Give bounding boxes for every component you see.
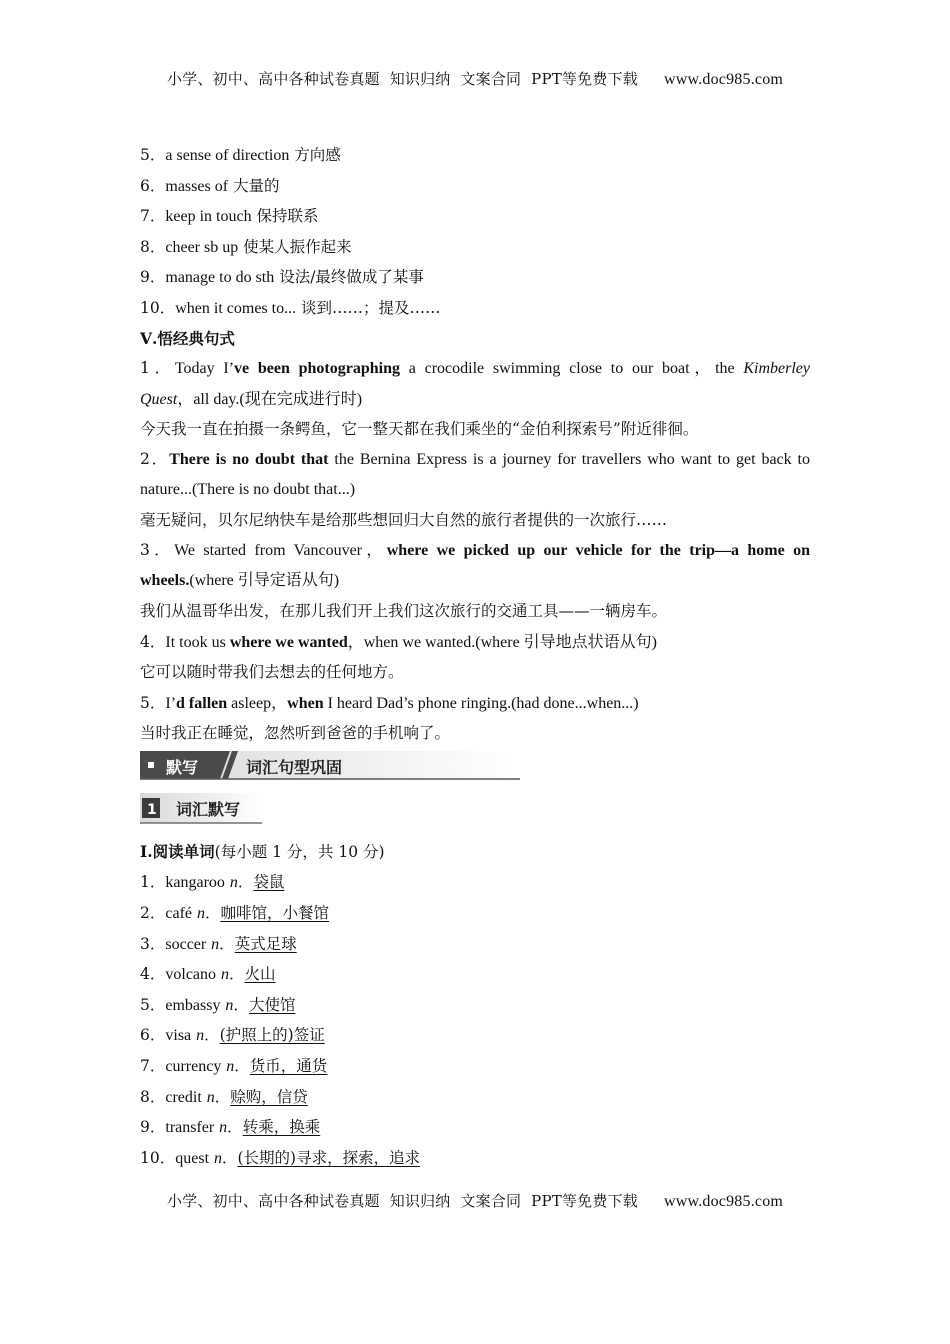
sentence-2-line-1: 2．There is no doubt that the Bernina Express is a journey for travellers who want to get back to (140, 449, 810, 468)
section-banner (140, 751, 810, 829)
vocab-answer: (护照上的)签证 (219, 1026, 325, 1045)
banner-sub-number: 1 (147, 801, 157, 818)
vocab-answer: 火山 (244, 965, 276, 984)
vocab-answer: 货币，通货 (249, 1057, 328, 1076)
header-url: www.doc985.com (663, 71, 784, 88)
vocab-answer: (长期的)寻求，探索，追求 (237, 1148, 421, 1167)
vocab-section-title: Ⅰ.阅读单词(每小题 1 分，共 10 分) (140, 841, 385, 861)
page-footer (0, 1190, 950, 1211)
vocab-answer: 英式足球 (234, 934, 297, 953)
vocab-answer: 大使馆 (248, 995, 296, 1014)
phrase-item: 8．cheer sb up 使某人振作起来 (140, 237, 352, 256)
sentence-2-line-2: nature...(There is no doubt that...) (140, 480, 356, 498)
sentence-5-translation: 当时我正在睡觉，忽然听到爸爸的手机响了。 (140, 724, 451, 743)
section-title: Ⅴ.悟经典句式 (140, 328, 235, 348)
page-header (0, 68, 950, 89)
vocab-item: 7．currency n．货币，通货 (140, 1057, 328, 1076)
vocab-item: 6．visa n．(护照上的)签证 (140, 1026, 325, 1045)
footer-url: www.doc985.com (663, 1193, 784, 1210)
document-body (140, 140, 810, 1173)
sentence-2-translation: 毫无疑问，贝尔尼纳快车是给那些想回归大自然的旅行者提供的一次旅行…… (140, 511, 668, 530)
sentence-3-line-2: wheels.(where 引导定语从句) (140, 572, 340, 590)
vocab-item: 2．café n．咖啡馆，小餐馆 (140, 904, 329, 923)
phrase-item: 10．when it comes to... 谈到……；提及…… (140, 298, 441, 317)
vocab-list (140, 867, 810, 1173)
sentence-3-line-1: 3．We started from Vancouver，where we picked up our vehicle for the trip—a home on (140, 540, 810, 559)
sentence-3-translation: 我们从温哥华出发，在那儿我们开上我们这次旅行的交通工具——一辆房车。 (140, 601, 668, 620)
phrase-item: 6．masses of 大量的 (140, 176, 280, 195)
vocab-item: 4．volcano n．火山 (140, 965, 276, 984)
vocab-answer: 咖啡馆，小餐馆 (220, 904, 329, 923)
phrase-item: 7．keep in touch 保持联系 (140, 207, 319, 226)
vocab-item: 9．transfer n．转乘，换乘 (140, 1118, 321, 1137)
sentence-1-translation: 今天我一直在拍摄一条鳄鱼，它一整天都在我们乘坐的“金伯利探索号”附近徘徊。 (140, 420, 699, 439)
vocab-item: 3．soccer n．英式足球 (140, 934, 297, 953)
vocab-item: 8．credit n．赊购，信贷 (140, 1087, 308, 1106)
phrase-list (140, 140, 810, 324)
phrase-item: 9．manage to do sth 设法/最终做成了某事 (140, 268, 424, 287)
vocab-answer: 袋鼠 (253, 873, 285, 892)
sentence-4-translation: 它可以随时带我们去想去的任何地方。 (140, 663, 404, 682)
banner-tag: 默写 (166, 757, 199, 777)
banner-title: 词汇句型巩固 (246, 757, 343, 777)
header-text: 小学、初中、高中各种试卷真题 知识归纳 文案合同 PPT等免费下载 (166, 70, 638, 88)
sentence-5-line-1: 5．I’d fallen asleep，when I heard Dad’s phone ringing.(had done...when...) (140, 693, 639, 712)
vocab-item: 5．embassy n．大使馆 (140, 995, 296, 1014)
sentence-4-line-1: 4．It took us where we wanted，when we wanted.(where 引导地点状语从句) (140, 632, 657, 651)
vocab-answer: 赊购，信贷 (230, 1087, 308, 1106)
vocab-item: 1．kangaroo n．袋鼠 (140, 873, 285, 892)
footer-text: 小学、初中、高中各种试卷真题 知识归纳 文案合同 PPT等免费下载 (166, 1192, 638, 1210)
phrase-item: 5．a sense of direction 方向感 (140, 146, 341, 164)
vocab-item: 10．quest n．(长期的)寻求，探索，追求 (140, 1148, 421, 1167)
sentence-1-line-2: Quest，all day.(现在完成进行时) (140, 390, 363, 408)
banner-subtitle: 词汇默写 (176, 799, 241, 819)
sentence-1-line-1: 1．Today I’ve been photographing a crocodile swimming close to our boat，the Kimberley (140, 359, 810, 378)
vocab-answer: 转乘，换乘 (242, 1118, 321, 1137)
